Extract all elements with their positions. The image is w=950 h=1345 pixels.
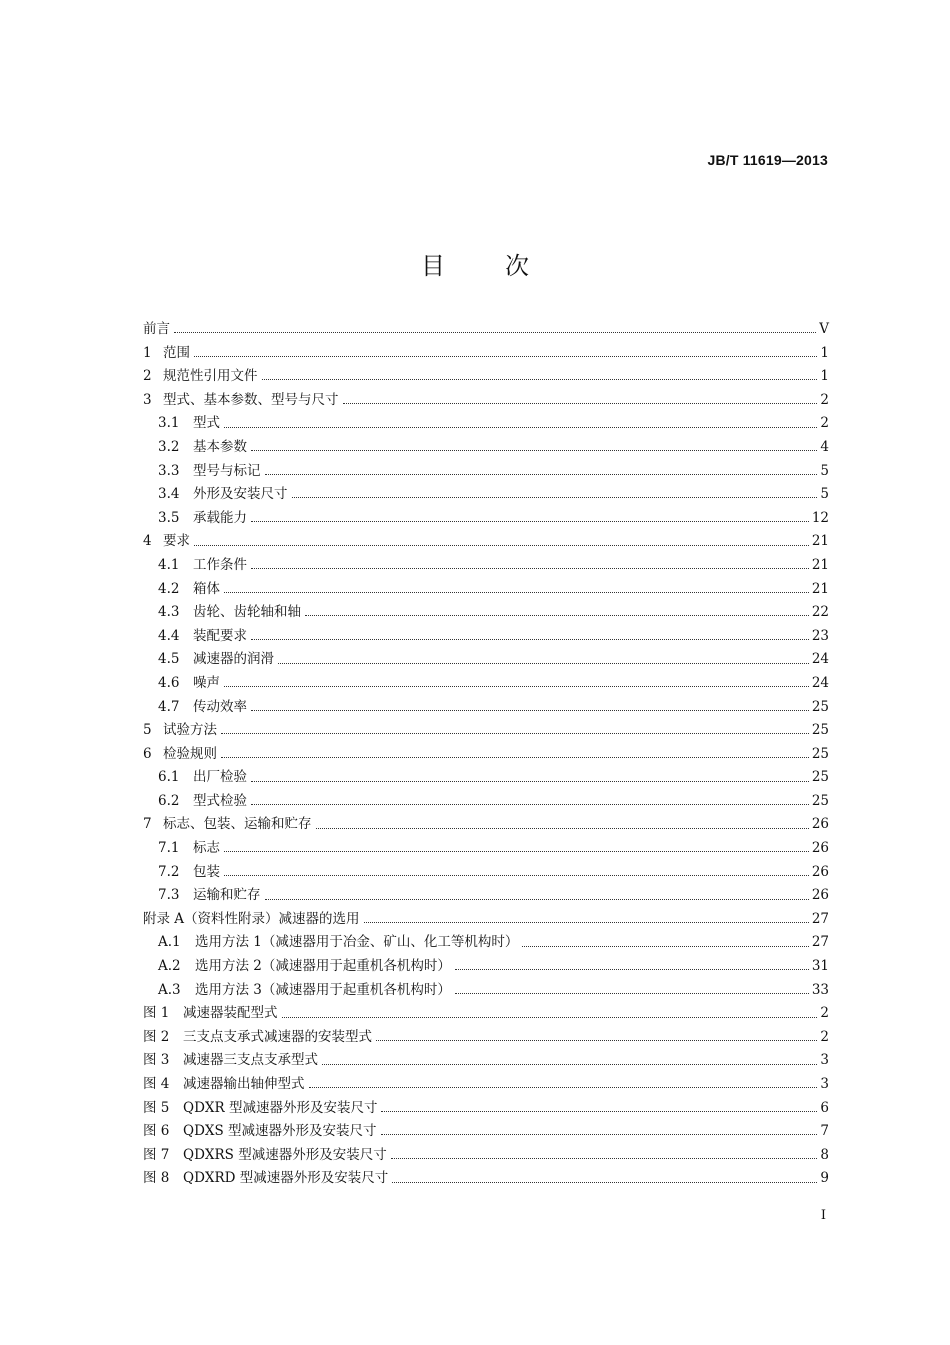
toc-entry-number: 4.3	[158, 604, 180, 621]
toc-entry-page: 26	[811, 816, 829, 833]
toc-entry[interactable]	[143, 1120, 829, 1144]
toc-entry-page: 6	[820, 1099, 829, 1116]
toc-entry-page: 1	[820, 344, 829, 361]
toc-entry-title: 试验方法	[163, 722, 217, 739]
toc-entry-title: 检验规则	[163, 745, 217, 762]
toc-entry[interactable]	[143, 696, 829, 720]
toc-entry-number: 图 3	[143, 1052, 170, 1069]
toc-entry-page: 2	[820, 1028, 829, 1045]
page-title: 目次	[421, 252, 589, 280]
toc-entry-title: 噪声	[193, 674, 220, 691]
toc-entry-title: 减速器输出轴伸型式	[183, 1076, 305, 1092]
toc-entry-number: 7.1	[158, 840, 180, 857]
toc-entry-number: 4.2	[158, 580, 180, 597]
toc-entry-number: 7.2	[158, 863, 180, 880]
toc-entry[interactable]	[143, 884, 829, 908]
toc-entry[interactable]	[143, 578, 829, 602]
toc-entry[interactable]	[143, 436, 829, 460]
toc-entry-number: 3.4	[158, 486, 180, 503]
toc-entry-number: A.2	[158, 958, 181, 975]
toc-entry-page: 3	[820, 1052, 829, 1069]
toc-entry-title: 传动效率	[193, 698, 247, 715]
toc-entry-page: 25	[811, 722, 829, 739]
dot-leader	[455, 993, 809, 994]
dot-leader	[305, 615, 809, 616]
toc-entry-number: 1	[143, 344, 152, 361]
toc-entry[interactable]	[143, 743, 829, 767]
toc-entry-title: 工作条件	[193, 556, 247, 573]
toc-entry-page: 1	[820, 368, 829, 385]
toc-entry-number: 6	[143, 745, 152, 762]
toc-entry-number: 2	[143, 368, 152, 385]
toc-entry[interactable]	[143, 507, 829, 531]
toc-entry-title: 型式、基本参数、型号与尺寸	[163, 391, 339, 408]
toc-entry[interactable]	[143, 601, 829, 625]
toc-entry[interactable]	[143, 1144, 829, 1168]
toc-entry-number: 4.1	[158, 556, 180, 573]
toc-entry-page: 25	[811, 698, 829, 715]
toc-entry[interactable]	[143, 955, 829, 979]
toc-entry[interactable]	[143, 1002, 829, 1026]
toc-entry-title: 减速器三支点支承型式	[183, 1052, 318, 1069]
toc-entry-page: 27	[811, 934, 829, 951]
toc-entry-number: 图 5	[143, 1099, 170, 1116]
toc-entry-number: 4	[143, 533, 152, 550]
toc-entry[interactable]	[143, 931, 829, 955]
toc-entry[interactable]	[143, 908, 829, 932]
toc-entry-page: 2	[820, 1005, 829, 1022]
toc-entry[interactable]	[143, 412, 829, 436]
toc-entry[interactable]	[143, 365, 829, 389]
toc-entry[interactable]	[143, 483, 829, 507]
dot-leader	[251, 781, 809, 782]
toc-entry-title: 前言	[143, 321, 170, 337]
dot-leader	[455, 969, 809, 970]
toc-entry[interactable]	[143, 1097, 829, 1121]
toc-entry-title: QDXRS 型减速器外形及安装尺寸	[183, 1146, 387, 1163]
toc-entry-number: 图 2	[143, 1028, 170, 1045]
toc-entry[interactable]	[143, 389, 829, 413]
toc-entry[interactable]	[143, 1073, 829, 1097]
dot-leader	[522, 946, 808, 947]
dot-leader	[251, 710, 809, 711]
toc-entry[interactable]	[143, 861, 829, 885]
toc-entry-title: QDXR 型减速器外形及安装尺寸	[183, 1099, 378, 1116]
toc-entry-page: 4	[820, 438, 829, 455]
toc-entry[interactable]	[143, 554, 829, 578]
toc-entry-page: 21	[811, 533, 829, 550]
dot-leader	[194, 356, 817, 357]
standard-code: JB/T 11619—2013	[707, 152, 828, 168]
toc-entry-page: 31	[811, 958, 829, 975]
toc-entry-page: 5	[820, 486, 829, 503]
toc-entry-page: 21	[811, 556, 829, 573]
toc-entry-number: 6.2	[158, 792, 180, 809]
dot-leader	[364, 922, 809, 923]
dot-leader	[194, 545, 809, 546]
toc-entry-number: 7.3	[158, 887, 180, 904]
toc-entry-number: 3.2	[158, 438, 180, 455]
toc-entry-title: QDXRD 型减速器外形及安装尺寸	[183, 1170, 389, 1187]
toc-entry[interactable]	[143, 979, 829, 1003]
dot-leader	[221, 757, 809, 758]
dot-leader	[381, 1134, 818, 1135]
toc-entry-title: 型号与标记	[193, 462, 261, 479]
toc-entry-number: 3.1	[158, 415, 180, 432]
toc-entry-page: 24	[811, 651, 829, 668]
toc-entry-title: 选用方法 3（减速器用于起重机各机构时）	[195, 981, 451, 998]
toc-entry[interactable]	[143, 530, 829, 554]
dot-leader	[251, 639, 809, 640]
toc-entry-title: 承载能力	[193, 509, 247, 526]
toc-entry-number: 7	[143, 816, 152, 833]
toc-entry-page: 12	[811, 509, 829, 526]
toc-entry-title: 三支点支承式减速器的安装型式	[183, 1028, 372, 1045]
toc-entry[interactable]	[143, 1049, 829, 1073]
toc-entry-page: 9	[820, 1170, 829, 1187]
toc-entry-title: QDXS 型减速器外形及安装尺寸	[183, 1123, 377, 1140]
dot-leader	[278, 663, 809, 664]
toc-entry-number: 4.6	[158, 674, 180, 691]
toc-entry[interactable]	[143, 318, 829, 342]
toc-entry-number: 图 6	[143, 1123, 170, 1140]
toc-entry[interactable]	[143, 648, 829, 672]
toc-entry-title: 附录 A（资料性附录）减速器的选用	[143, 910, 360, 927]
toc-entry-title: 装配要求	[193, 627, 247, 644]
toc-entry-title: 减速器装配型式	[183, 1005, 278, 1022]
toc-entry-title: 包装	[193, 863, 220, 880]
toc-entry[interactable]	[143, 837, 829, 861]
toc-entry-title: 选用方法 1（减速器用于冶金、矿山、化工等机构时）	[195, 934, 519, 951]
toc-entry-title: 型式检验	[193, 792, 247, 809]
dot-leader	[282, 1017, 818, 1018]
toc-entry-title: 减速器的润滑	[193, 651, 274, 668]
toc-entry-page: 7	[820, 1123, 829, 1140]
toc-entry-number: 4.5	[158, 651, 180, 668]
toc-entry[interactable]	[143, 1026, 829, 1050]
toc-entry-page: 25	[811, 769, 829, 786]
toc-entry-number: 图 7	[143, 1146, 170, 1163]
dot-leader	[392, 1182, 817, 1183]
dot-leader	[224, 592, 809, 593]
toc-entry-title: 外形及安装尺寸	[193, 486, 288, 503]
dot-leader	[262, 379, 818, 380]
toc-entry-title: 规范性引用文件	[163, 368, 258, 385]
toc-entry-page: 23	[811, 627, 829, 644]
dot-leader	[251, 568, 809, 569]
dot-leader	[174, 332, 816, 333]
toc-entry-page: 21	[811, 580, 829, 597]
toc-entry-page: 3	[820, 1076, 829, 1092]
dot-leader	[251, 804, 809, 805]
dot-leader	[343, 403, 818, 404]
toc-entry-title: 选用方法 2（减速器用于起重机各机构时）	[195, 958, 451, 975]
dot-leader	[224, 427, 817, 428]
toc-entry-title: 运输和贮存	[193, 887, 261, 904]
toc-entry-page: 24	[811, 674, 829, 691]
toc-entry-page: 22	[811, 604, 829, 621]
toc-entry-page: V	[819, 321, 829, 337]
toc-entry[interactable]	[143, 625, 829, 649]
dot-leader	[251, 450, 817, 451]
dot-leader	[292, 497, 818, 498]
toc-entry[interactable]	[143, 672, 829, 696]
dot-leader	[316, 828, 809, 829]
toc-entry-number: 图 8	[143, 1170, 170, 1187]
dot-leader	[376, 1040, 817, 1041]
table-of-contents	[143, 318, 829, 1191]
toc-entry-title: 要求	[163, 533, 190, 550]
dot-leader	[221, 733, 809, 734]
dot-leader	[265, 474, 818, 475]
toc-entry-number: 4.4	[158, 627, 180, 644]
dot-leader	[224, 875, 809, 876]
toc-entry-title: 范围	[163, 344, 190, 361]
dot-leader	[309, 1087, 818, 1088]
toc-entry-page: 2	[820, 415, 829, 432]
toc-entry-number: A.3	[158, 981, 181, 998]
toc-entry-page: 5	[820, 462, 829, 479]
toc-entry-page: 27	[811, 910, 829, 927]
toc-entry-number: 3.3	[158, 462, 180, 479]
dot-leader	[322, 1064, 817, 1065]
toc-entry-title: 出厂检验	[193, 769, 247, 786]
dot-leader	[391, 1158, 818, 1159]
dot-leader	[265, 899, 809, 900]
toc-entry-number: 4.7	[158, 698, 180, 715]
toc-entry-number: 图 4	[143, 1076, 170, 1092]
toc-entry[interactable]	[143, 342, 829, 366]
toc-entry[interactable]	[143, 813, 829, 837]
toc-entry-title: 箱体	[193, 580, 220, 597]
toc-entry-page: 25	[811, 745, 829, 762]
toc-entry-page: 33	[811, 981, 829, 998]
toc-entry[interactable]	[143, 1167, 829, 1191]
toc-entry-page: 2	[820, 391, 829, 408]
toc-entry[interactable]	[143, 766, 829, 790]
toc-entry-title: 标志	[193, 840, 220, 857]
dot-leader	[381, 1111, 817, 1112]
toc-entry[interactable]	[143, 719, 829, 743]
toc-entry[interactable]	[143, 460, 829, 484]
toc-entry-page: 8	[820, 1146, 829, 1163]
toc-entry-number: 图 1	[143, 1005, 170, 1022]
toc-entry-number: 5	[143, 722, 152, 739]
dot-leader	[224, 851, 809, 852]
dot-leader	[224, 686, 809, 687]
toc-entry-number: 3	[143, 391, 152, 408]
toc-entry-title: 齿轮、齿轮轴和轴	[193, 604, 301, 621]
toc-entry-title: 型式	[193, 415, 220, 432]
toc-entry-number: A.1	[158, 934, 181, 951]
toc-entry-number: 3.5	[158, 509, 180, 526]
dot-leader	[251, 521, 809, 522]
toc-entry-title: 基本参数	[193, 438, 247, 455]
toc-entry[interactable]	[143, 790, 829, 814]
toc-entry-page: 25	[811, 792, 829, 809]
page-number: I	[820, 1208, 826, 1223]
toc-entry-title: 标志、包装、运输和贮存	[163, 816, 312, 833]
toc-entry-page: 26	[811, 840, 829, 857]
toc-entry-number: 6.1	[158, 769, 180, 786]
toc-entry-page: 26	[811, 887, 829, 904]
toc-entry-page: 26	[811, 863, 829, 880]
